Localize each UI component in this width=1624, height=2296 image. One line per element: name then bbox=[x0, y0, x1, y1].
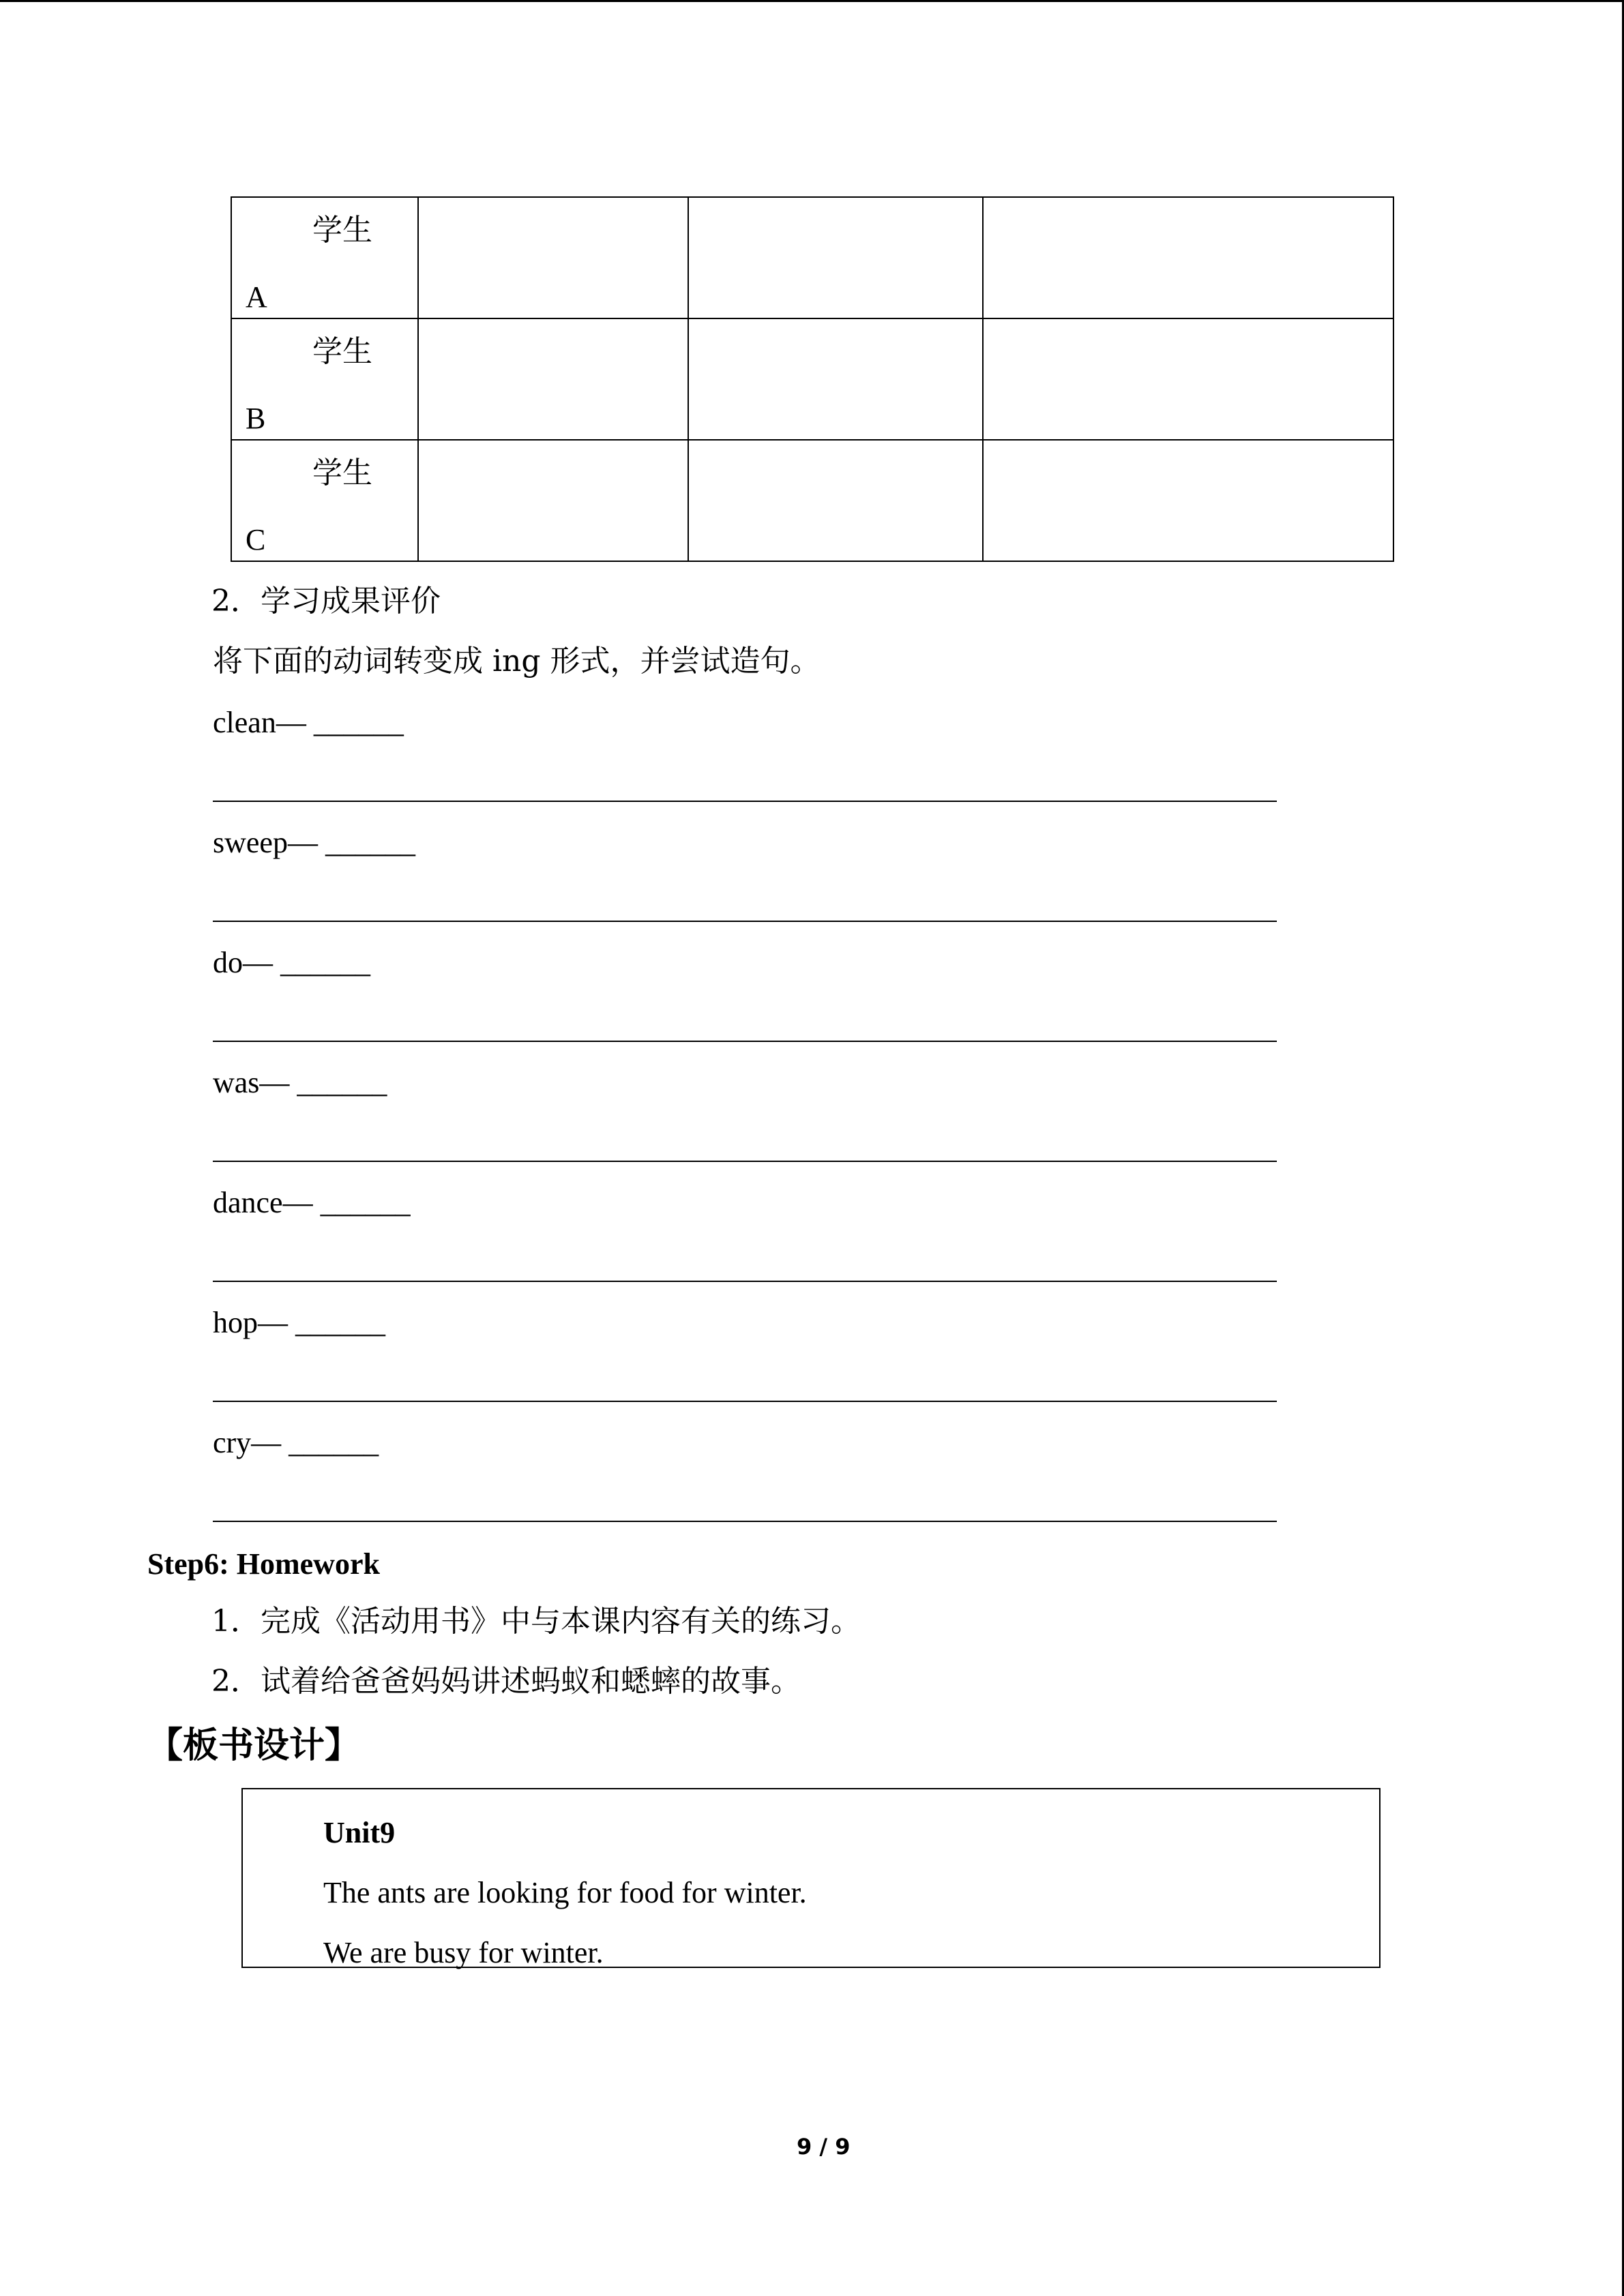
table-cell bbox=[983, 197, 1393, 318]
word-item-clean: clean— ______ bbox=[213, 706, 404, 739]
answer-line bbox=[213, 1281, 1277, 1282]
table-cell bbox=[688, 440, 983, 561]
page-number: 9 / 9 bbox=[797, 2134, 851, 2160]
answer-line bbox=[213, 1041, 1277, 1042]
evaluation-heading: 2．学习成果评价 bbox=[211, 584, 441, 618]
student-letter: B bbox=[246, 402, 266, 435]
word-item-was: was— ______ bbox=[213, 1066, 387, 1099]
student-cell bbox=[231, 440, 418, 561]
table-row bbox=[231, 440, 1393, 561]
word-item-hop: hop— ______ bbox=[213, 1306, 385, 1339]
answer-line bbox=[213, 1521, 1277, 1522]
student-label: 学生 bbox=[312, 213, 372, 248]
answer-line bbox=[213, 1161, 1277, 1162]
board-design-heading: 【板书设计】 bbox=[147, 1725, 361, 1766]
table-cell bbox=[983, 318, 1393, 440]
student-letter: C bbox=[246, 523, 266, 556]
table-cell bbox=[983, 440, 1393, 561]
student-label: 学生 bbox=[312, 456, 372, 490]
student-table bbox=[231, 196, 1394, 562]
table-row bbox=[231, 197, 1393, 318]
evaluation-instruction: 将下面的动词转变成 ing 形式，并尝试造句。 bbox=[213, 644, 821, 679]
table-cell bbox=[688, 197, 983, 318]
student-cell bbox=[231, 318, 418, 440]
table-cell bbox=[418, 197, 688, 318]
table-cell bbox=[418, 440, 688, 561]
word-item-sweep: sweep— ______ bbox=[213, 826, 415, 859]
board-line-1: The ants are looking for food for winter. bbox=[323, 1876, 807, 1909]
word-item-dance: dance— ______ bbox=[213, 1186, 411, 1219]
homework-title: Step6: Homework bbox=[147, 1547, 380, 1581]
answer-line bbox=[213, 1401, 1277, 1402]
answer-line bbox=[213, 801, 1277, 802]
board-line-2: We are busy for winter. bbox=[323, 1936, 604, 1969]
word-item-do: do— ______ bbox=[213, 946, 370, 979]
student-cell bbox=[231, 197, 418, 318]
page-top-border bbox=[0, 0, 1624, 2]
table-cell bbox=[418, 318, 688, 440]
student-label: 学生 bbox=[312, 334, 372, 369]
homework-item-1: 1．完成《活动用书》中与本课内容有关的练习。 bbox=[211, 1604, 861, 1639]
homework-item-2: 2．试着给爸爸妈妈讲述蚂蚁和蟋蟀的故事。 bbox=[211, 1664, 801, 1699]
word-item-cry: cry— ______ bbox=[213, 1426, 379, 1459]
answer-line bbox=[213, 921, 1277, 922]
table-row bbox=[231, 318, 1393, 440]
student-letter: A bbox=[246, 280, 267, 314]
table-cell bbox=[688, 318, 983, 440]
board-unit-title: Unit9 bbox=[323, 1816, 396, 1849]
